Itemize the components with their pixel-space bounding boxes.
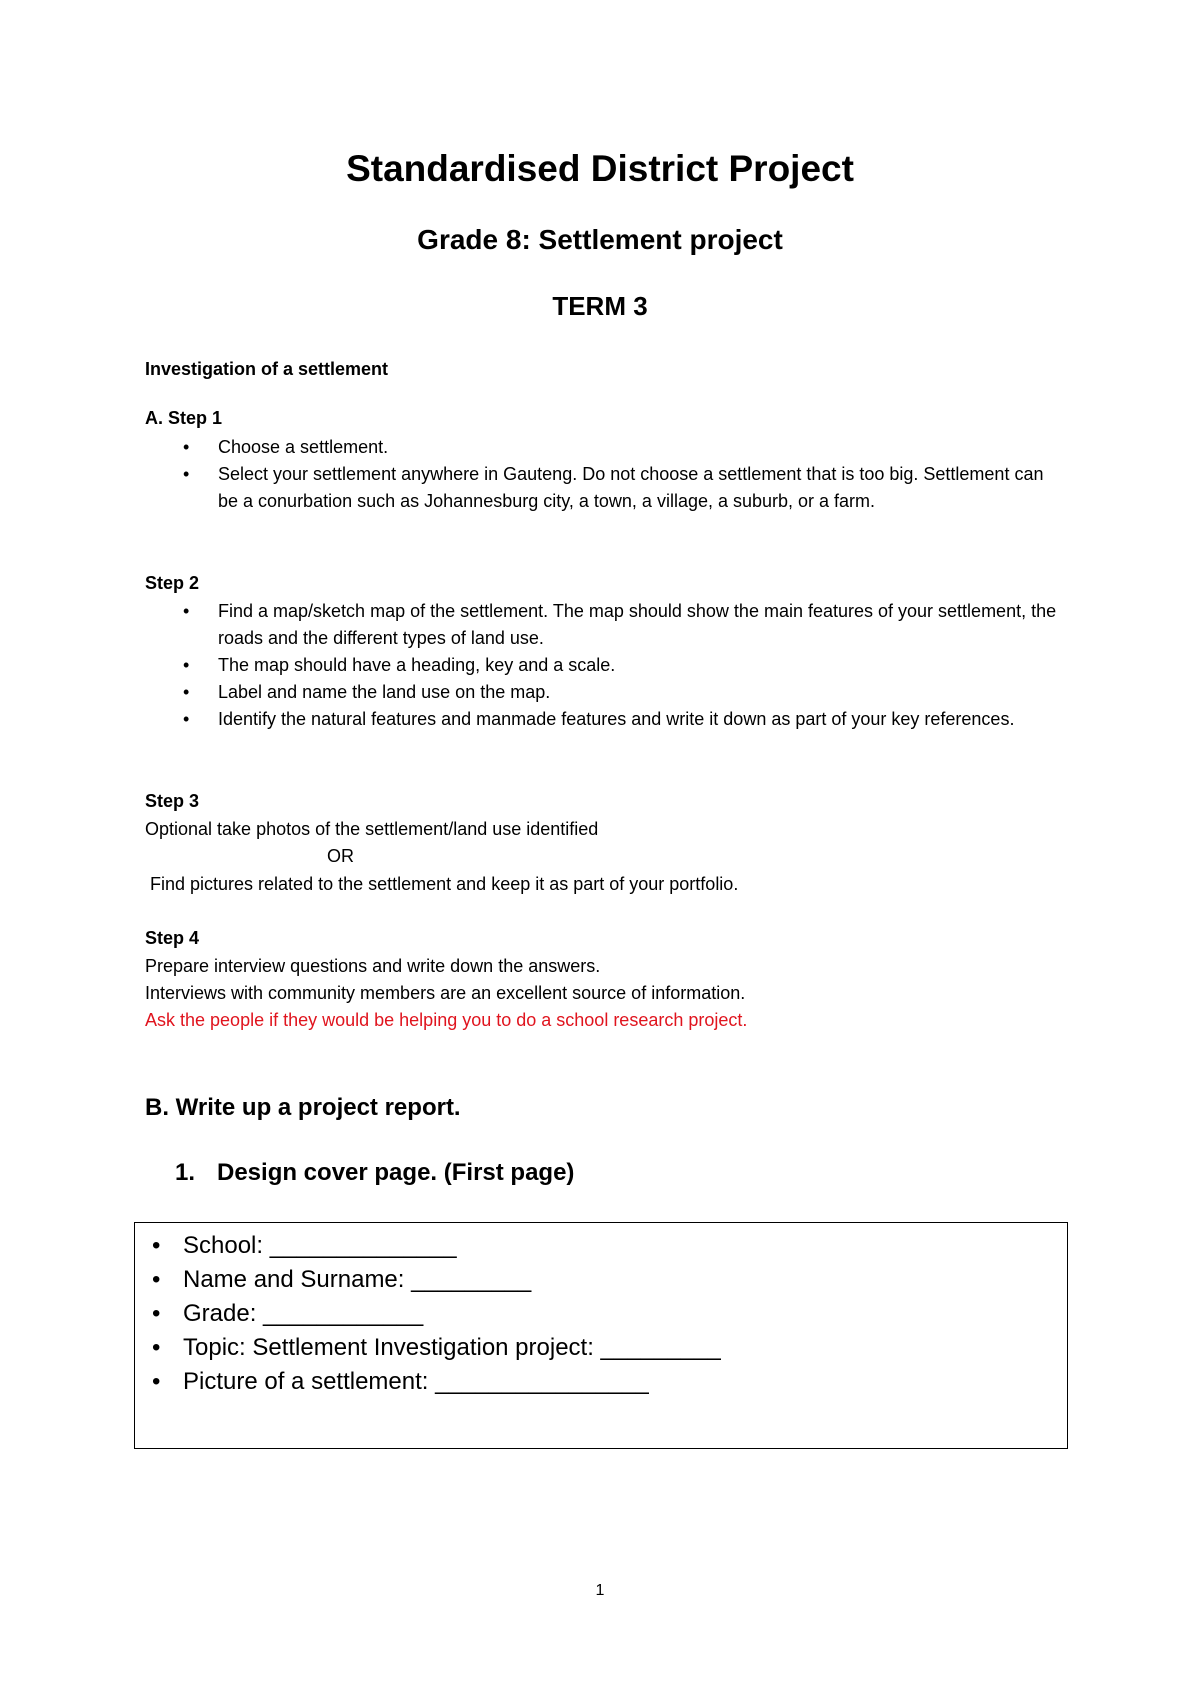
- bullet-icon: •: [183, 709, 190, 729]
- list-item: • Select your settlement anywhere in Gauteng. Do not choose a settlement that is too big. Settlement can be a conurbation such as Johannesburg city, a town, a village, a suburb, or a farm.: [145, 461, 1065, 515]
- report-heading: B. Write up a project report.: [145, 1094, 461, 1121]
- list-item: • Identify the natural features and manmade features and write it down as part of your key references.: [145, 706, 1065, 733]
- step1-list: [145, 434, 1065, 515]
- cover-fields-list: [145, 1229, 721, 1399]
- cover-field-grade: • Grade: ____________: [145, 1297, 721, 1331]
- investigation-heading: Investigation of a settlement: [145, 359, 389, 379]
- item-label: Design cover page. (First page): [217, 1159, 575, 1186]
- bullet-icon: •: [152, 1368, 161, 1395]
- bullet-icon: •: [183, 437, 190, 457]
- step3-line1: Optional take photos of the settlement/land use identified: [145, 819, 599, 839]
- step4-line3-highlight: Ask the people if they would be helping you to do a school research project.: [145, 1010, 748, 1030]
- cover-field-picture: • Picture of a settlement: ________________: [145, 1365, 721, 1399]
- step3-heading: Step 3: [145, 791, 200, 811]
- term-heading: TERM 3: [552, 291, 648, 321]
- bullet-icon: •: [183, 601, 190, 621]
- bullet-icon: •: [183, 682, 190, 702]
- cover-page-item: [175, 1159, 574, 1187]
- bullet-icon: •: [152, 1266, 161, 1293]
- item-number: 1.: [175, 1159, 196, 1186]
- step4-line1: Prepare interview questions and write down the answers.: [145, 956, 601, 976]
- list-item: • Label and name the land use on the map.: [145, 679, 1065, 706]
- cover-field-topic: • Topic: Settlement Investigation project: _________: [145, 1331, 721, 1365]
- list-item: • The map should have a heading, key and a scale.: [145, 652, 1065, 679]
- list-item: • Find a map/sketch map of the settlement. The map should show the main features of your settlement, the roads and the different types of land use.: [145, 598, 1065, 652]
- page-number: 1: [595, 1582, 605, 1599]
- cover-page-box: [134, 1222, 1068, 1449]
- cover-field-school: • School: ______________: [145, 1229, 721, 1263]
- step2-list: [145, 598, 1065, 733]
- bullet-icon: •: [183, 655, 190, 675]
- step3-line2: Find pictures related to the settlement and keep it as part of your portfolio.: [150, 874, 739, 894]
- list-item: • Choose a settlement.: [145, 434, 1065, 461]
- bullet-icon: •: [183, 464, 190, 484]
- step2-heading: Step 2: [145, 573, 200, 593]
- step4-heading: Step 4: [145, 928, 200, 948]
- document-title: Standardised District Project: [346, 148, 854, 189]
- bullet-icon: •: [152, 1300, 161, 1327]
- document-subtitle: Grade 8: Settlement project: [417, 224, 783, 255]
- bullet-icon: •: [152, 1334, 161, 1361]
- bullet-icon: •: [152, 1232, 161, 1259]
- cover-field-name: • Name and Surname: _________: [145, 1263, 721, 1297]
- step1-heading: A. Step 1: [145, 408, 223, 428]
- step4-line2: Interviews with community members are an excellent source of information.: [145, 983, 746, 1003]
- step3-or: OR: [327, 846, 354, 866]
